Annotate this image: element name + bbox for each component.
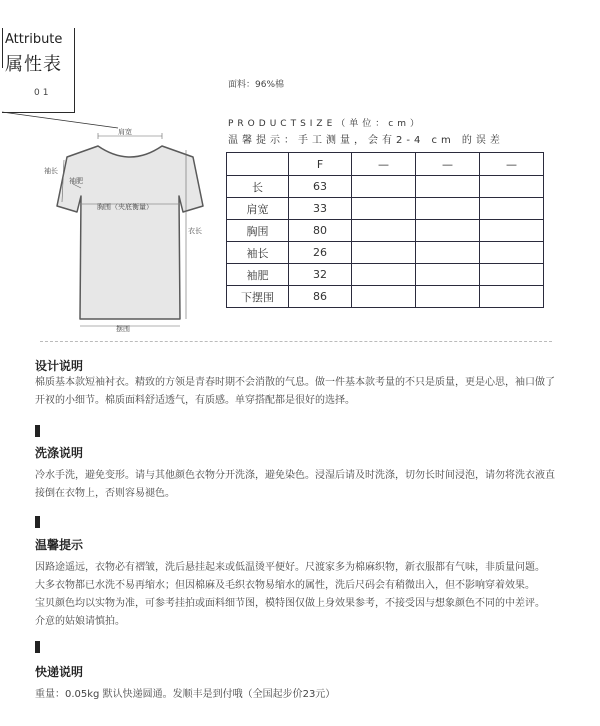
header-cell: — [480, 153, 544, 176]
tips-line: 因路途遥远，衣物必有褶皱，洗后悬挂起来或低温烫平便好。尺渡家多为棉麻织物，新衣服都有气味，非质量问题。 [35, 562, 545, 573]
attribute-number: 01 [34, 88, 52, 98]
table-row [227, 286, 544, 308]
empty-cell [416, 176, 480, 198]
empty-cell [416, 242, 480, 264]
empty-cell [416, 198, 480, 220]
diagram-label-chest: 胸围（夹底衡量） [97, 203, 153, 211]
section-marker [35, 516, 40, 528]
row-label: 下摆围 [227, 286, 289, 308]
section-divider [40, 341, 552, 342]
fabric-composition: 面料：96%棉 [228, 80, 285, 90]
section-marker [35, 641, 40, 653]
table-row [227, 264, 544, 286]
tips-section-text [35, 559, 560, 631]
header-cell: — [352, 153, 416, 176]
size-table-header [227, 153, 544, 176]
diagram-label-length: 衣长 [188, 227, 202, 235]
empty-cell [416, 264, 480, 286]
diagram-label-sleeve-length: 袖长 [44, 167, 58, 175]
diagram-label-shoulder: 肩宽 [118, 128, 132, 136]
empty-cell [352, 220, 416, 242]
empty-cell [480, 198, 544, 220]
row-label: 长 [227, 176, 289, 198]
empty-cell [352, 198, 416, 220]
row-value: 26 [289, 242, 352, 264]
attribute-title-cn: 属性表 [5, 54, 62, 75]
header-cell-size-f: F [289, 153, 352, 176]
empty-cell [352, 264, 416, 286]
empty-cell [352, 286, 416, 308]
section-marker [35, 425, 40, 437]
table-row [227, 220, 544, 242]
row-label: 袖长 [227, 242, 289, 264]
table-row [227, 176, 544, 198]
header-cell: — [416, 153, 480, 176]
product-size-tip: 温馨提示：手工测量，会有2-4 cm 的误差 [228, 135, 504, 146]
empty-cell [416, 286, 480, 308]
row-value: 80 [289, 220, 352, 242]
table-row [227, 198, 544, 220]
row-value: 63 [289, 176, 352, 198]
row-value: 32 [289, 264, 352, 286]
row-label: 肩宽 [227, 198, 289, 220]
empty-cell [480, 220, 544, 242]
empty-cell [352, 242, 416, 264]
shipping-section-text: 重量：0.05kg 默认快递圆通。发顺丰是到付哦（全国起步价23元） [35, 689, 336, 700]
tips-line: 宝贝颜色均以实物为准，可参考挂拍或面料细节图，模特图仅做上身效果参考，不接受因与想象颜色不同的中差评。 [35, 598, 545, 609]
empty-cell [480, 264, 544, 286]
header-cell [227, 153, 289, 176]
tips-section-title: 温馨提示 [35, 538, 84, 552]
empty-cell [480, 242, 544, 264]
tips-line: 大多衣物都已水洗不易再缩水；但因棉麻及毛织衣物易缩水的属性，洗后尺码会有稍微出入，但不影响穿着效果。 [35, 580, 535, 591]
row-label: 袖肥 [227, 264, 289, 286]
shipping-section-title: 快递说明 [35, 665, 84, 679]
empty-cell [480, 286, 544, 308]
row-value: 33 [289, 198, 352, 220]
diagram-label-hem: 摆围 [116, 325, 130, 333]
product-size-title: PRODUCTSIZE（单位：cm） [228, 119, 423, 129]
design-section-title: 设计说明 [35, 359, 84, 373]
empty-cell [480, 176, 544, 198]
wash-section-text: 冷水手洗，避免变形。请与其他颜色衣物分开洗涤，避免染色。浸湿后请及时洗涤，切勿长时间浸泡，请勿将洗衣液直接倒在衣物上，否则容易褪色。 [35, 470, 555, 499]
size-table [226, 152, 544, 308]
design-section-text: 棉质基本款短袖衬衣。精致的方领是青春时期不会消散的气息。做一件基本款考量的不只是质量，更是心思，袖口做了开衩的小细节。棉质面料舒适透气，有质感。单穿搭配都是很好的选择。 [35, 377, 555, 406]
row-label: 胸围 [227, 220, 289, 242]
empty-cell [352, 176, 416, 198]
wash-section-title: 洗涤说明 [35, 446, 84, 460]
diagram-label-sleeve-width: 袖肥 [69, 177, 83, 185]
empty-cell [416, 220, 480, 242]
table-row [227, 242, 544, 264]
attribute-title-en: Attribute [5, 32, 63, 47]
row-value: 86 [289, 286, 352, 308]
tips-line: 介意的姑娘请慎拍。 [35, 616, 125, 627]
